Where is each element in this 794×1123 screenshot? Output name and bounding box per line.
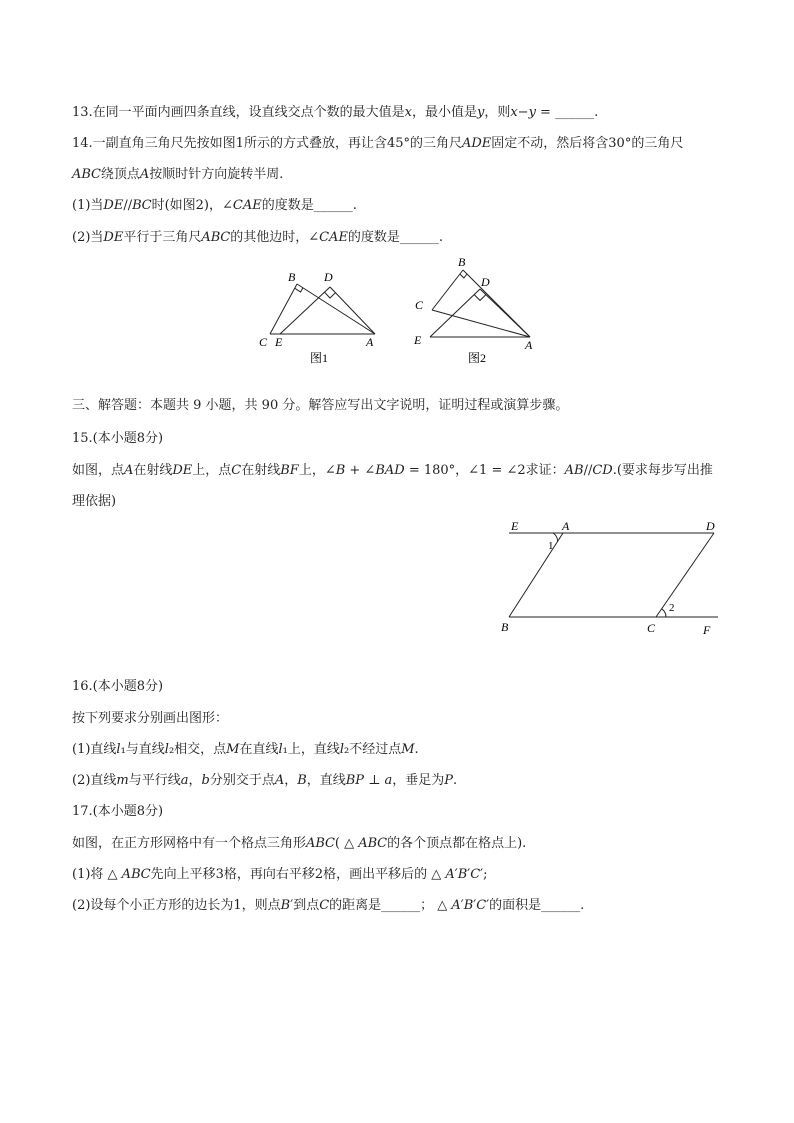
q17-sub2: (2)设每个小正方形的边长为1，则点𝐵′到点𝐶的距离是______； △ 𝐴′𝐵′𝐶′的面积是______. <box>72 898 585 913</box>
q15-label-a: A <box>562 519 570 533</box>
q15-label-e: E <box>511 519 519 533</box>
fig1-caption: 图1 <box>310 351 329 365</box>
fig1-label-b: B <box>288 270 296 284</box>
q16-line1: 按下列要求分别画出图形： <box>72 711 229 726</box>
fig1-right-angle-b <box>295 288 303 292</box>
figure-1 <box>252 262 382 370</box>
fig2-right-angle-b <box>460 274 467 278</box>
section-3-header: 三、解答题：本题共 9 小题，共 90 分。解答应写出文字说明，证明过程或演算步骤。 <box>72 398 569 413</box>
q15-segment-ab <box>509 533 563 617</box>
figure-q15 <box>496 512 736 642</box>
q17-sub1: (1)将 △ 𝐴𝐵𝐶先向上平移3格，再向右平移2格，画出平移后的 △ 𝐴′𝐵′𝐶′; <box>72 867 488 882</box>
fig2-label-d: D <box>481 275 490 289</box>
fig1-label-a: A <box>366 335 374 349</box>
q15-label-d: D <box>706 519 715 533</box>
q14-sub1: (1)当𝐷𝐸//𝐵𝐶时(如图2)，∠𝐶𝐴𝐸的度数是______. <box>72 198 357 213</box>
fig2-line-ed <box>430 289 480 337</box>
fig1-line-ba <box>297 284 375 334</box>
q14-line2: 𝐴𝐵𝐶绕顶点𝐴按顺时针方向旋转半周. <box>72 167 284 182</box>
q15-angle-2-arc <box>662 609 666 617</box>
fig1-line-ed <box>280 287 330 334</box>
figure-2 <box>406 250 546 368</box>
fig2-label-b: B <box>458 255 466 269</box>
q15-label-f: F <box>703 623 711 637</box>
q15-title: 15.(本小题8分) <box>72 431 164 446</box>
q15-label-1: 1 <box>548 540 554 552</box>
q17-title: 17.(本小题8分) <box>72 804 164 819</box>
q15-line1: 如图，点𝐴在射线𝐷𝐸上，点𝐶在射线𝐵𝐹上，∠𝐵 + ∠𝐵𝐴𝐷 = 180°，∠1 = ∠2求证：𝐴𝐵//𝐶𝐷.(要求每步写出推 <box>72 463 713 478</box>
q15-label-b: B <box>501 620 509 634</box>
q15-label-c: C <box>647 621 656 635</box>
fig2-right-angle-d <box>474 295 485 301</box>
fig1-line-da <box>330 287 375 334</box>
q15-segment-cd <box>656 533 714 617</box>
fig2-line-bc <box>432 270 463 310</box>
fig2-label-a: A <box>525 338 533 352</box>
fig1-line-cb <box>270 284 297 334</box>
q16-title: 16.(本小题8分) <box>72 679 164 694</box>
fig1-label-e: E <box>275 335 283 349</box>
q14-sub2: (2)当𝐷𝐸平行于三角尺𝐴𝐵𝐶的其他边时，∠𝐶𝐴𝐸的度数是______. <box>72 230 444 245</box>
q16-sub2: (2)直线𝑚与平行线𝑎，𝑏分别交于点𝐴，𝐵，直线𝐵𝑃 ⊥ 𝑎，垂足为𝑃. <box>72 773 458 788</box>
fig1-label-d: D <box>324 270 333 284</box>
q17-line1: 如图，在正方形网格中有一个格点三角形𝐴𝐵𝐶( △ 𝐴𝐵𝐶的各个顶点都在格点上). <box>72 836 527 851</box>
fig2-label-c: C <box>415 298 424 312</box>
fig2-label-e: E <box>414 333 422 347</box>
fig1-label-c: C <box>259 335 268 349</box>
q16-sub1: (1)直线𝑙₁与直线𝑙₂相交，点𝑀在直线𝑙₁上，直线𝑙₂不经过点𝑀. <box>72 742 419 757</box>
q14-line1: 14.一副直角三角尺先按如图1所示的方式叠放，再让含45°的三角尺𝐴𝐷𝐸固定不动，然后将含30°的三角尺 <box>72 136 684 151</box>
q15-angle-1-arc <box>553 533 558 541</box>
fig1-right-angle-d <box>325 292 336 298</box>
q15-label-2: 2 <box>669 602 675 614</box>
q15-line2: 理依据) <box>72 494 117 509</box>
q13-text: 13.在同一平面内画四条直线，设直线交点个数的最大值是𝑥，最小值是𝑦，则𝑥−𝑦 = ______. <box>72 105 599 120</box>
fig2-caption: 图2 <box>468 351 487 365</box>
